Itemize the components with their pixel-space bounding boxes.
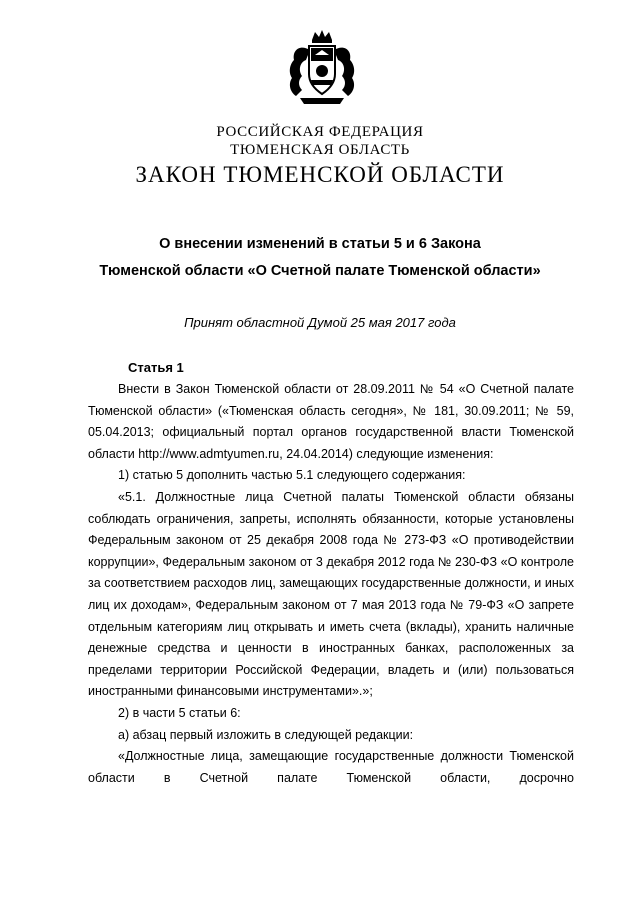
law-type-heading: ЗАКОН ТЮМЕНСКОЙ ОБЛАСТИ (135, 162, 505, 187)
paragraph: 1) статью 5 дополнить частью 5.1 следующего содержания: (118, 468, 466, 483)
country-heading: РОССИЙСКАЯ ФЕДЕРАЦИЯ (216, 124, 424, 140)
tyumen-coat-of-arms-emblem (282, 28, 362, 108)
paragraph: 2) в части 5 статьи 6: (118, 705, 241, 720)
article-body (88, 379, 574, 789)
adoption-note: Принят областной Думой 25 мая 2017 года (184, 315, 456, 330)
region-heading: ТЮМЕНСКАЯ ОБЛАСТЬ (230, 142, 410, 158)
paragraph: Внести в Закон Тюменской области от 28.09.2011 № 54 «О Счетной палате Тюменской области» («Тюменская область сегодня», № 181, 30.09.2011; № 59, 05.04.2013; официальный портал органов государственной власти Тюменской области http://www.admtyumen.ru, 24.04.2014) следующие изменения: (88, 382, 574, 461)
paragraph: а) абзац первый изложить в следующей редакции: (118, 727, 414, 742)
law-title-line-2: Тюменской области «О Счетной палате Тюменской области» (99, 263, 541, 279)
paragraph: «5.1. Должностные лица Счетной палаты Тюменской области обязаны соблюдать ограничения, запреты, исполнять обязанности, которые установлены Федеральным законом от 25 декабря 2008 года № 273-ФЗ «О противодействии коррупции», Федеральным законом от 3 декабря 2012 года № 230-ФЗ «О контроле за соответствием расходов лиц, замещающих государственные должности, и иных лиц их доходам», Федеральным законом от 7 мая 2013 года № 79-ФЗ «О запрете отдельным категориям лиц открывать и иметь счета (вклады), хранить наличные денежные средства и ценности в иностранных банках, расположенных за пределами территории Российской Федерации, владеть и (или) пользоваться иностранными финансовыми инструментами».»; (88, 489, 574, 699)
law-title-line-1: О внесении изменений в статьи 5 и 6 Закона (159, 236, 481, 252)
paragraph: «Должностные лица, замещающие государственные должности Тюменской области в Счетной палате Тюменской области, досрочно (88, 749, 574, 785)
article-heading: Статья 1 (128, 360, 184, 375)
